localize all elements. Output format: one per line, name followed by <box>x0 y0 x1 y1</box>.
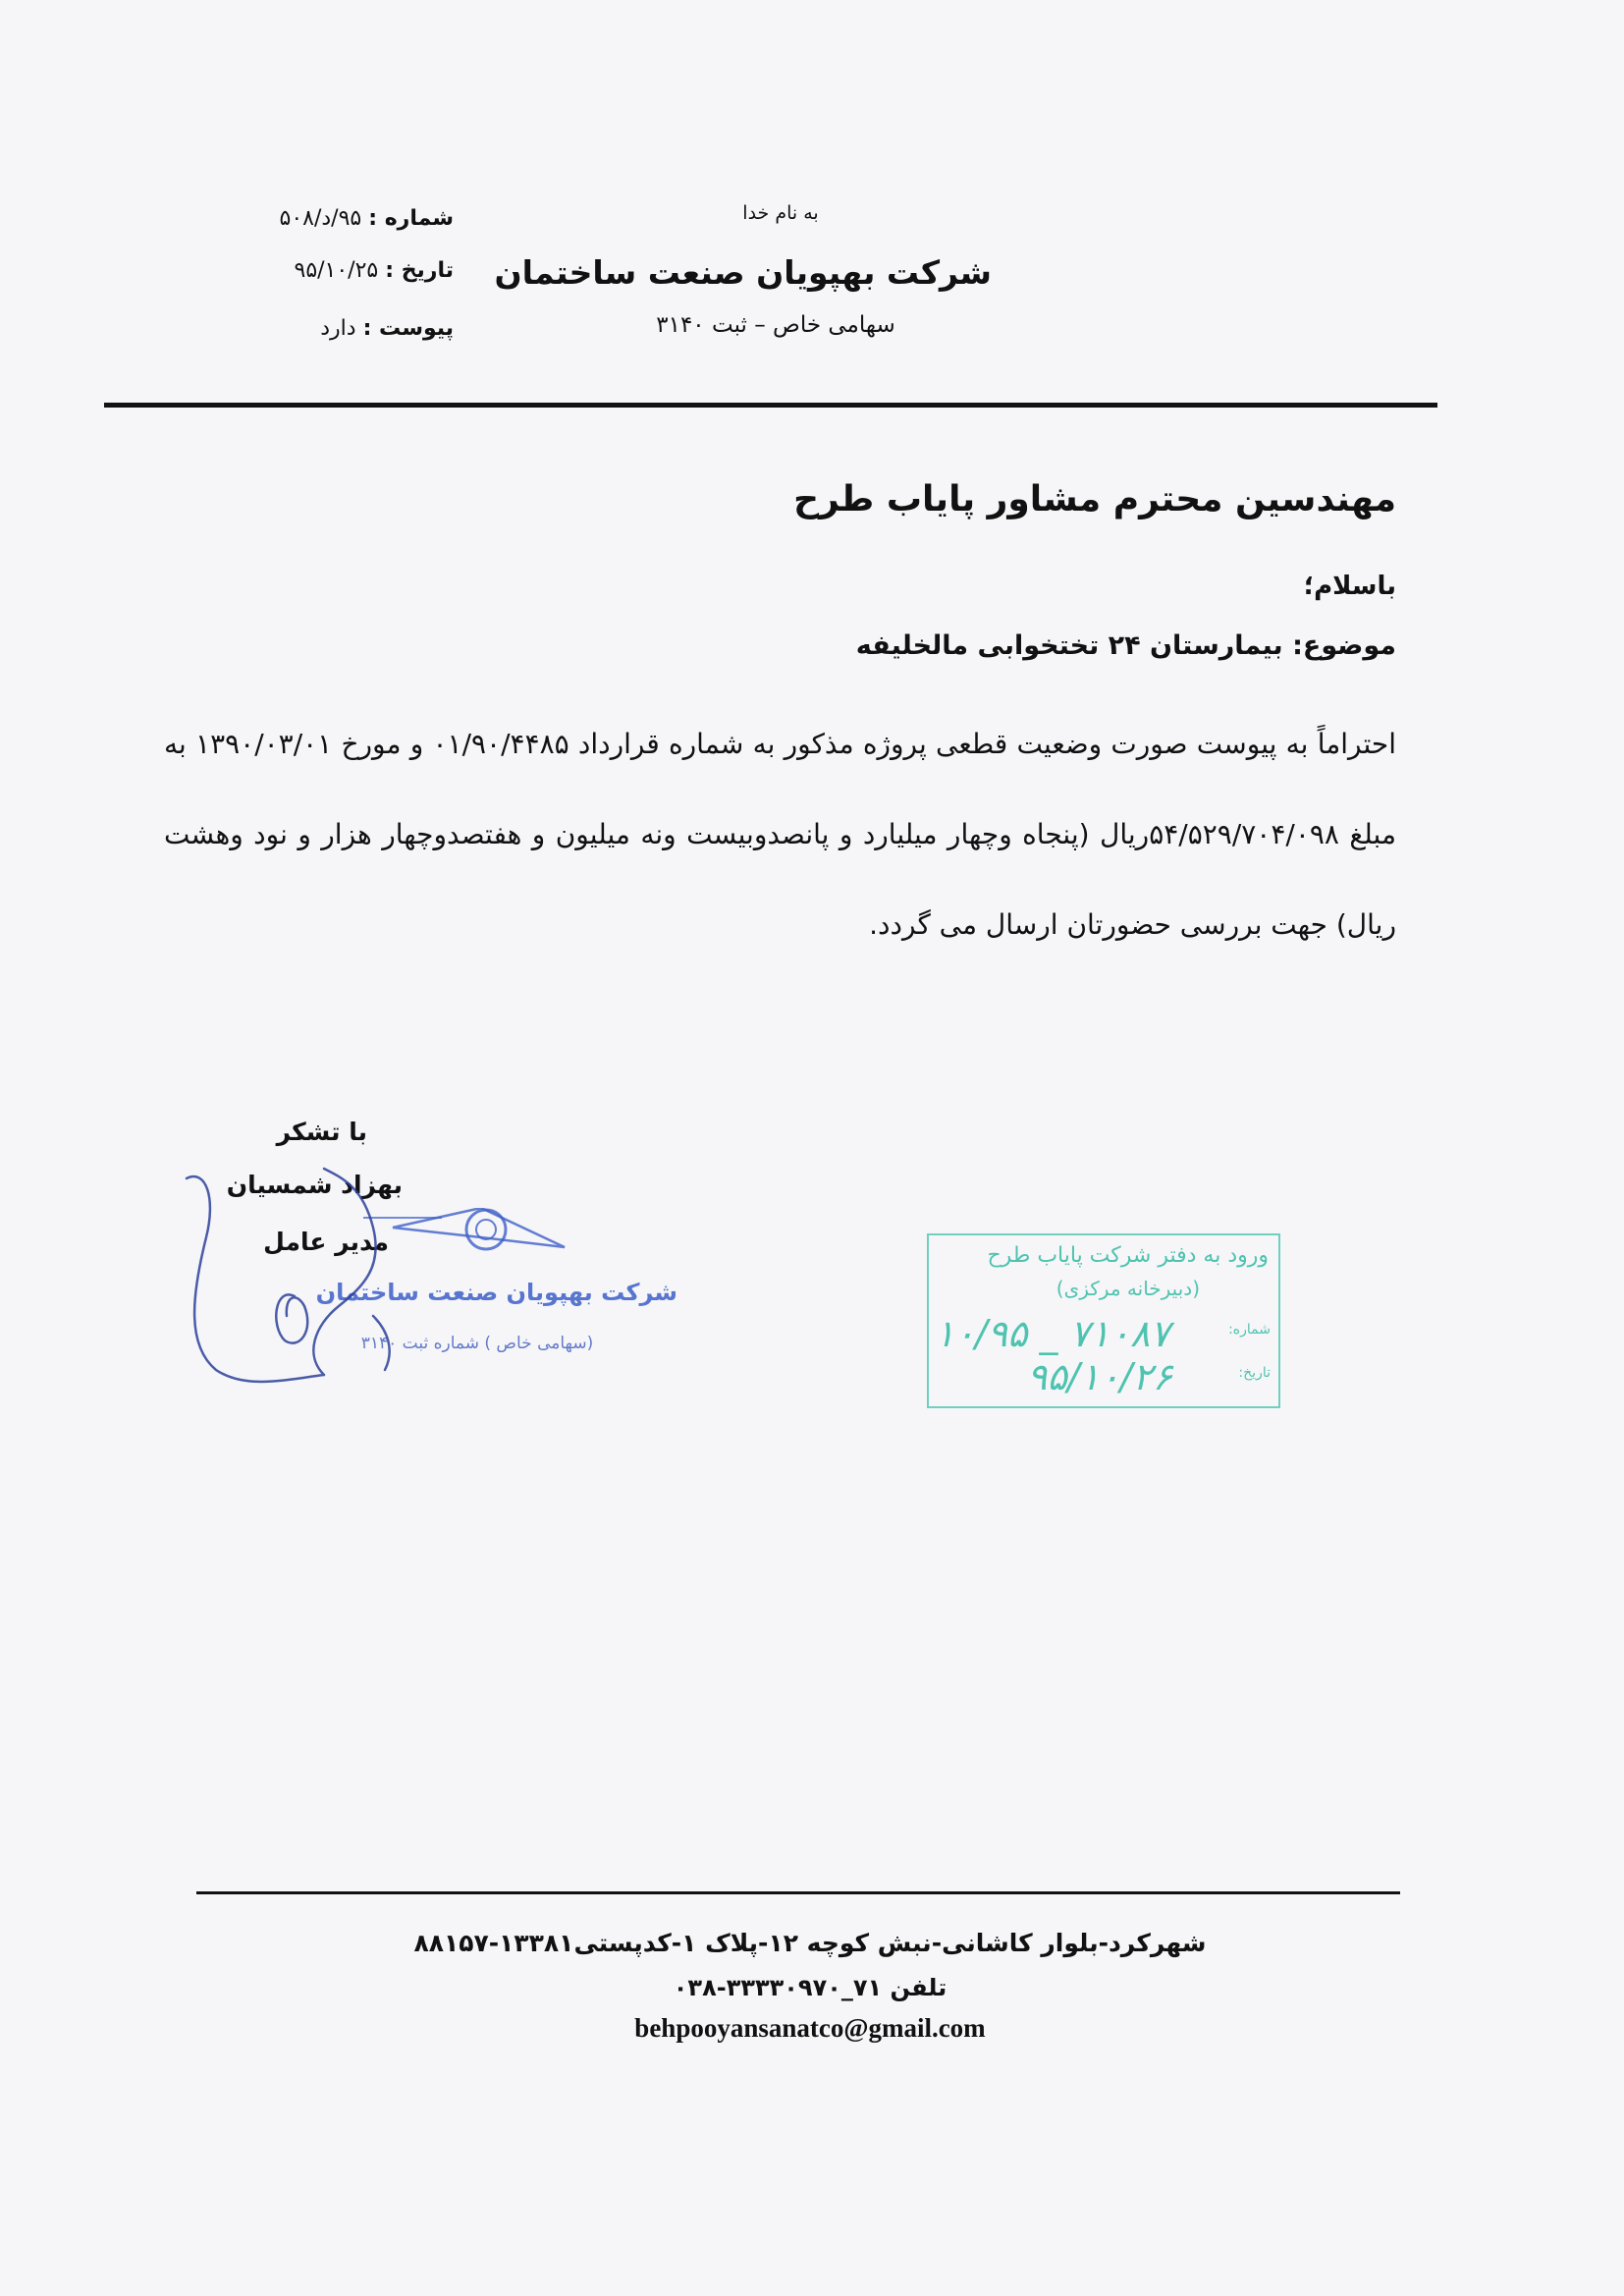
footer-email: behpooyansanatco@gmail.com <box>634 2013 986 2043</box>
received-stamp-number: ۱۰/۹۵ _ ۷۱۰۸۷ <box>935 1312 1170 1355</box>
letter-date-value: ۹۵/۱۰/۲۵ <box>294 258 379 283</box>
letter-attachment-label: پیوست : <box>362 316 454 341</box>
received-stamp-date: ۹۵/۱۰/۲۶ <box>1027 1355 1173 1398</box>
received-stamp-title: ورود به دفتر شرکت پایاب طرح <box>987 1243 1269 1268</box>
letter-date-label: تاریخ : <box>385 258 454 283</box>
signer-name: بهزاد شمسیان <box>226 1171 403 1199</box>
greeting: باسلام؛ <box>1303 572 1396 601</box>
letter-date <box>295 258 455 283</box>
company-name: شرکت بهپویان صنعت ساختمان <box>494 253 992 292</box>
handwritten-signature <box>177 1159 403 1394</box>
company-stamp-name: شرکت بهپویان صنعت ساختمان <box>315 1279 677 1306</box>
letter-number <box>280 206 454 231</box>
letter-number-value: ۹۵/د/۵۰۸ <box>279 206 362 231</box>
letter-attachment-value: دارد <box>320 316 356 341</box>
signer-title: مدیر عامل <box>263 1228 389 1256</box>
bismillah: به نام خدا <box>742 202 819 224</box>
letter-number-label: شماره : <box>368 206 454 231</box>
footer-phone: تلفن ۷۱_۳۳۳۳۰۹۷۰-۰۳۸ <box>673 1974 947 2001</box>
received-stamp-office: (دبیرخانه مرکزی) <box>1056 1277 1200 1300</box>
letter-attachment <box>320 316 454 341</box>
footer-address: شهرکرد-بلوار کاشانی-نبش کوچه ۱۲-پلاک ۱-کدپستی۱۳۳۸۱-۸۸۱۵۷ <box>413 1929 1207 1957</box>
footer-divider <box>196 1891 1400 1894</box>
received-stamp <box>927 1233 1280 1408</box>
received-stamp-number-label: شماره: <box>1228 1322 1271 1338</box>
closing-thanks: با تشکر <box>276 1118 367 1146</box>
recipient: مهندسین محترم مشاور پایاب طرح <box>793 479 1396 519</box>
header-divider <box>104 403 1437 408</box>
company-registration: سهامی خاص – ثبت ۳۱۴۰ <box>656 312 895 338</box>
company-stamp-sub: (سهامی خاص ) شماره ثبت ۳۱۴۰ <box>360 1334 594 1353</box>
subject: موضوع: بیمارستان ۲۴ تختخوابی مالخلیفه <box>855 630 1396 661</box>
letter-body: احتراماً به پیوست صورت وضعیت قطعی پروژه مذکور به شماره قرارداد ۰۱/۹۰/۴۴۸۵ و مورخ ۱۳۹۰/۰۳/۰۱ به مبلغ ۵۴/۵۲۹/۷۰۴/۰۹۸ریال (پنجاه وچهار میلیارد و پانصدوبیست ونه میلیون و هفتصدوچهار هزار و نود وهشت ریال) جهت بررسی حضورتان ارسال می گردد. <box>164 728 1396 941</box>
received-stamp-date-label: تاریخ: <box>1238 1365 1271 1381</box>
